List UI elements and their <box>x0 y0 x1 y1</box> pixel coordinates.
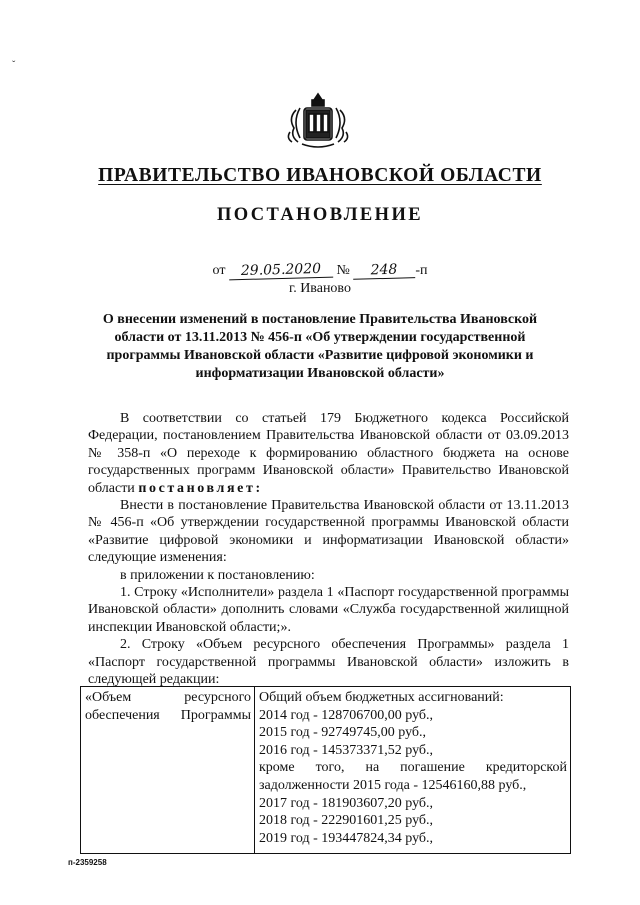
table-line: 2014 год - 128706700,00 руб., <box>259 707 434 723</box>
table-row <box>81 687 571 854</box>
paragraph-item-2: 2. Строку «Объем ресурсного обеспечения Программы» раздела 1 «Паспорт государственной программы Ивановской области» изложить в следующей редакции: <box>88 637 569 688</box>
table-line: 2019 год - 193447824,34 руб., <box>259 830 434 846</box>
table-line: Общий объем бюджетных ассигнований: <box>259 690 504 705</box>
handwritten-date: 29.05.2020 <box>229 261 333 281</box>
table-line: 2016 год - 145373371,52 руб., <box>259 742 434 758</box>
resource-table <box>80 686 571 854</box>
number-prefix: № <box>336 263 350 278</box>
preamble-text: В соответствии со статьей 179 Бюджетного кодекса Российской Федерации, постановлением Правительства Ивановской области от 03.09.2013 № 358-п «О переходе к формированию областного бюджета на основе государственных программ Ивановской области» Правительство Ивановской области <box>88 411 569 496</box>
document-body <box>88 410 569 689</box>
table-line: задолженности 2015 года - 12546160,88 руб., <box>259 777 527 793</box>
number-suffix: -п <box>415 263 428 278</box>
paragraph-appendix: в приложении к постановлению: <box>120 567 315 583</box>
government-title: ПРАВИТЕЛЬСТВО ИВАНОВСКОЙ ОБЛАСТИ <box>98 165 542 186</box>
document-subject: О внесении изменений в постановление Правительства Ивановской области от 13.11.2013 № 456-п «Об утверждении государственной программы Ивановской области «Развитие цифровой экономики и информатизации Ивановской области» <box>102 312 538 381</box>
table-label-cell: «Объем ресурсного обеспечения Программы <box>81 687 255 854</box>
table-line: кроме того, на погашение кредиторской <box>259 760 567 776</box>
city-line: г. Иваново <box>289 281 351 296</box>
date-number-line <box>0 262 640 279</box>
coat-of-arms-emblem <box>282 88 354 150</box>
document-type-title: ПОСТАНОВЛЕНИЕ <box>216 205 423 225</box>
paragraph-preamble <box>88 410 569 497</box>
resolves-word: постановляет: <box>138 480 263 496</box>
table-line: 2017 год - 181903607,20 руб., <box>259 795 434 811</box>
handwritten-number: 248 <box>353 261 415 280</box>
document-code: п-2359258 <box>68 858 107 867</box>
table-line: 2018 год - 222901601,25 руб., <box>259 813 434 829</box>
table-line: 2015 год - 92749745,00 руб., <box>259 725 427 741</box>
paragraph-amend: Внести в постановление Правительства Ивановской области от 13.11.2013 № 456-п «Об утверждении государственной программы Ивановской области «Развитие цифровой экономики и информатизации Ивановской области» следующие изменения: <box>88 498 569 566</box>
scan-speck: ˇ <box>12 60 16 71</box>
paragraph-item-1: 1. Строку «Исполнители» раздела 1 «Паспорт государственной программы Ивановской области» дополнить словами «Служба государственной жилищной инспекции Ивановской области;». <box>88 585 569 635</box>
table-value-cell <box>255 687 571 854</box>
date-prefix: от <box>212 263 226 278</box>
